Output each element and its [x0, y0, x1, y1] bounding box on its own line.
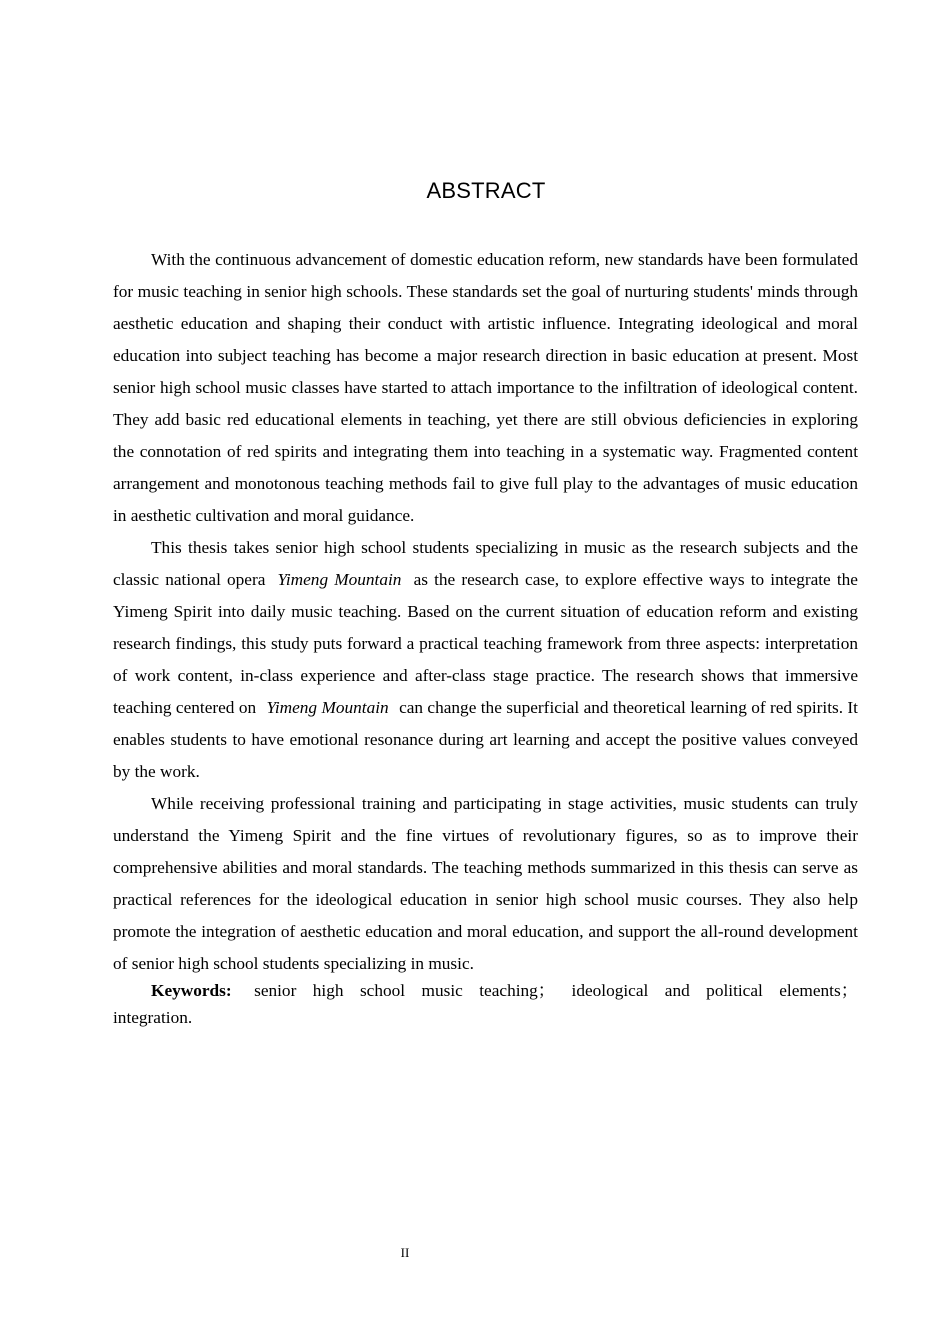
work-title: Yimeng Mountain	[277, 570, 402, 589]
work-title: Yimeng Mountain	[266, 698, 389, 717]
abstract-paragraph-3: While receiving professional training and participating in stage activities, music students can truly understand the Yimeng Spirit and the fine virtues of revolutionary figures, so as to improve their comprehensive abilities and moral standards. The teaching methods summarized in this thesis can serve as practical references for the ideological education in senior high school music courses. They also help promote the integration of aesthetic education and moral education, and support the all-round development of senior high school students specializing in music.	[113, 794, 858, 973]
page-number: II	[400, 1245, 410, 1260]
page-title: ABSTRACT	[426, 178, 546, 203]
paragraph-2-text-a: This thesis takes senior high school students specializing in music as the research subjects and the classic national opera	[113, 538, 858, 589]
keyword-item: senior high school music teaching	[254, 981, 538, 1000]
keyword-separator: ；	[840, 981, 858, 1000]
keywords-line	[113, 977, 858, 1031]
keyword-item: ideological and political elements	[571, 981, 841, 1000]
abstract-paragraph-2	[113, 532, 858, 788]
keywords-label: Keywords:	[151, 981, 232, 1000]
abstract-paragraph-1: With the continuous advancement of domestic education reform, new standards have been formulated for music teaching in senior high schools. These standards set the goal of nurturing students' minds through aesthetic education and shaping their conduct with artistic influence. Integrating ideological and moral education into subject teaching has become a major research direction in basic education at present. Most senior high school music classes have started to attach importance to the infiltration of ideological content. They add basic red educational elements in teaching, yet there are still obvious deficiencies in exploring the connotation of red spirits and integrating them into teaching in a systematic way. Fragmented content arrangement and monotonous teaching methods fail to give full play to the advantages of music education in aesthetic cultivation and moral guidance.	[113, 250, 858, 525]
paragraph-2-text-c: can change the superficial and theoretical learning of red spirits. It enables students to have emotional resonance during art learning and accept the positive values conveyed by the work.	[113, 698, 858, 781]
keyword-item: integration.	[113, 1008, 193, 1027]
paragraph-2-text-b: as the research case, to explore effective ways to integrate the Yimeng Spirit into daily music teaching. Based on the current situation of education reform and existing research findings, this study puts forward a practical teaching framework from three aspects: interpretation of work content, in-class experience and after-class stage practice. The research shows that immersive teaching centered on	[113, 570, 858, 717]
abstract-body	[113, 244, 858, 1031]
keyword-separator: ；	[537, 981, 556, 1000]
